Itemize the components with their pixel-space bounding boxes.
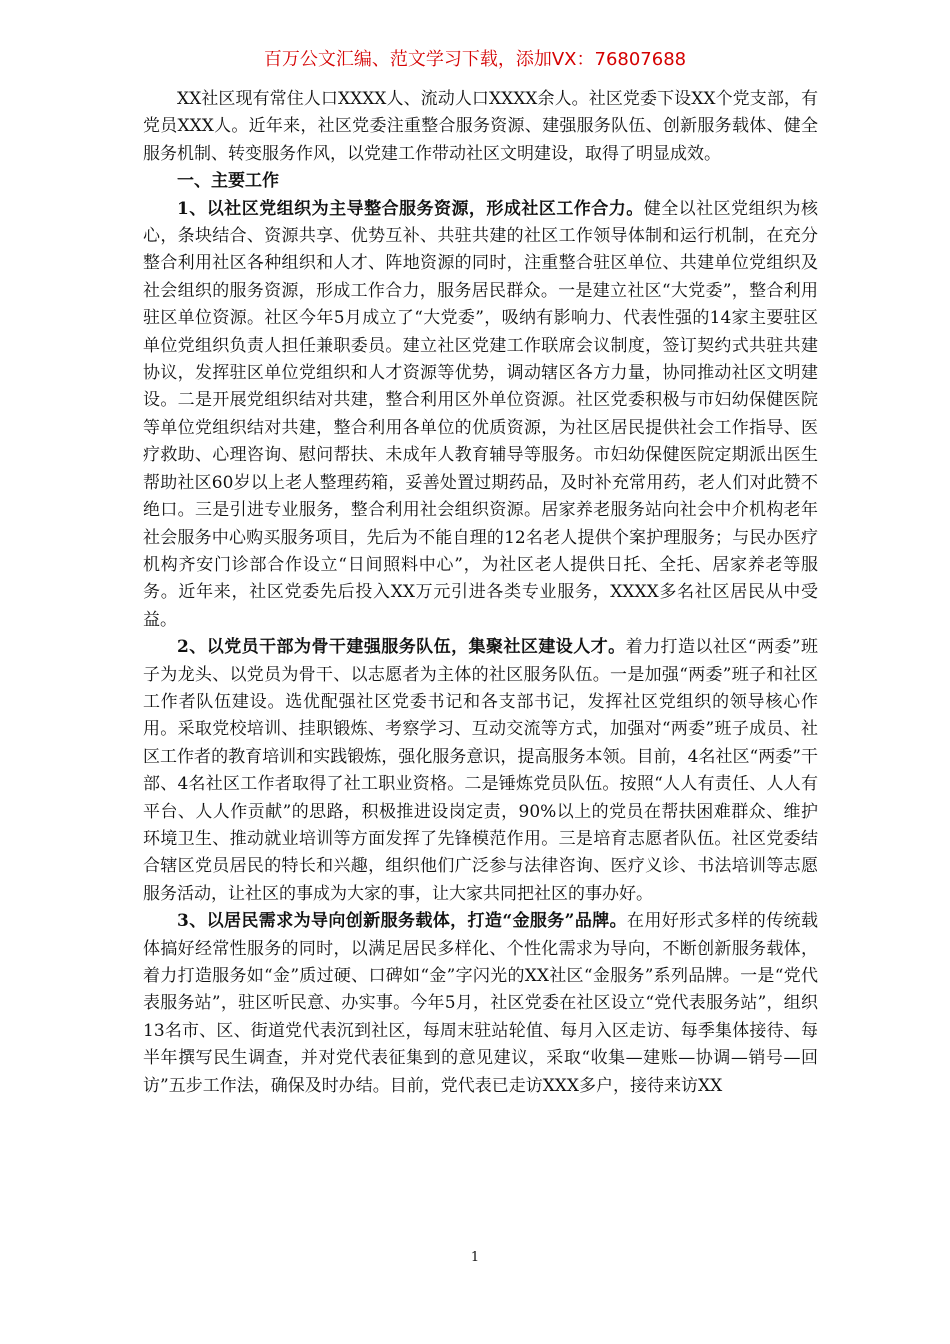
page-number: 1 [470,1250,480,1265]
paragraph-item-1 [143,196,818,635]
intro-paragraph: XX社区现有常住人口XXXX人、流动人口XXXX余人。社区党委下设XX个党支部，有党员XXX人。近年来，社区党委注重整合服务资源、建强服务队伍、创新服务载体、健全服务机制、转变服务作风，以党建工作带动社区文明建设，取得了明显成效。 [143,89,818,164]
item-3-lead: 3、以居民需求为导向创新服务载体，打造“金服务”品牌。 [177,911,628,932]
paragraph-item-3 [143,908,818,1100]
header-banner: 百万公文汇编、范文学习下载，添加VX：76807688 [263,49,687,70]
item-1-lead: 1、以社区党组织为主导整合服务资源，形成社区工作合力。 [177,198,644,219]
item-2-text: 着力打造以社区“两委”班子为龙头、以党员为骨干、以志愿者为主体的社区服务队伍。一是加强“两委”班子和社区工作者队伍建设。选优配强社区党委书记和各支部书记，发挥社区党组织的领导核心作用。采取党校培训、挂职锻炼、考察学习、互动交流等方式，加强对“两委”班子成员、社区工作者的教育培训和实践锻炼，强化服务意识，提高服务本领。目前，4名社区“两委”干部、4名社区工作者取得了社工职业资格。二是锤炼党员队伍。按照“人人有责任、人人有平台、人人作贡献”的思路，积极推进设岗定责，90%以上的党员在帮扶困难群众、维护环境卫生、推动就业培训等方面发挥了先锋模范作用。三是培育志愿者队伍。社区党委结合辖区党员居民的特长和兴趣，组织他们广泛参与法律咨询、医疗义诊、书法培训等志愿服务活动，让社区的事成为大家的事，让大家共同把社区的事办好。 [143,637,818,904]
section-heading: 一、主要工作 [177,171,279,192]
document-body [143,86,818,1100]
item-1-text: 健全以社区党组织为核心，条块结合、资源共享、优势互补、共驻共建的社区工作领导体制和运行机制，在充分整合利用社区各种组织和人才、阵地资源的同时，注重整合驻区单位、共建单位党组织及社会组织的服务资源，形成工作合力，服务居民群众。一是建立社区“大党委”，整合利用驻区单位资源。社区今年5月成立了“大党委”，吸纳有影响力、代表性强的14家主要驻区单位党组织负责人担任兼职委员。建立社区党建工作联席会议制度，签订契约式共驻共建协议，发挥驻区单位党组织和人才资源等优势，调动辖区各方力量，协同推动社区文明建设。二是开展党组织结对共建，整合利用区外单位资源。社区党委积极与市妇幼保健医院等单位党组织结对共建，整合利用各单位的优质资源，为社区居民提供社会工作指导、医疗救助、心理咨询、慰问帮扶、未成年人教育辅导等服务。市妇幼保健医院定期派出医生帮助社区60岁以上老人整理药箱，妥善处置过期药品，及时补充常用药，老人们对此赞不绝口。三是引进专业服务，整合利用社会组织资源。居家养老服务站向社会中介机构老年社会服务中心购买服务项目，先后为不能自理的12名老人提供个案护理服务；与民办医疗机构齐安门诊部合作设立“日间照料中心”，为社区老人提供日托、全托、居家养老等服务。近年来，社区党委先后投入XX万元引进各类专业服务，XXXX多名社区居民从中受益。 [143,198,819,630]
item-3-text: 在用好形式多样的传统载体搞好经常性服务的同时，以满足居民多样化、个性化需求为导向，不断创新服务载体，着力打造服务如“金”质过硬、口碑如“金”字闪光的XX社区“金服务”系列品牌。一是“党代表服务站”，驻区听民意、办实事。今年5月，社区党委在社区设立“党代表服务站”，组织13名市、区、街道党代表沉到社区，每周末驻站轮值、每月入区走访、每季集体接待、每半年撰写民生调查，并对党代表征集到的意见建议，采取“收集—建账—协调—销号—回访”五步工作法，确保及时办结。目前，党代表已走访XXX多户，接待来访XX [143,911,818,1096]
item-2-lead: 2、以党员干部为骨干建强服务队伍，集聚社区建设人才。 [177,637,626,658]
paragraph-item-2 [143,634,818,908]
